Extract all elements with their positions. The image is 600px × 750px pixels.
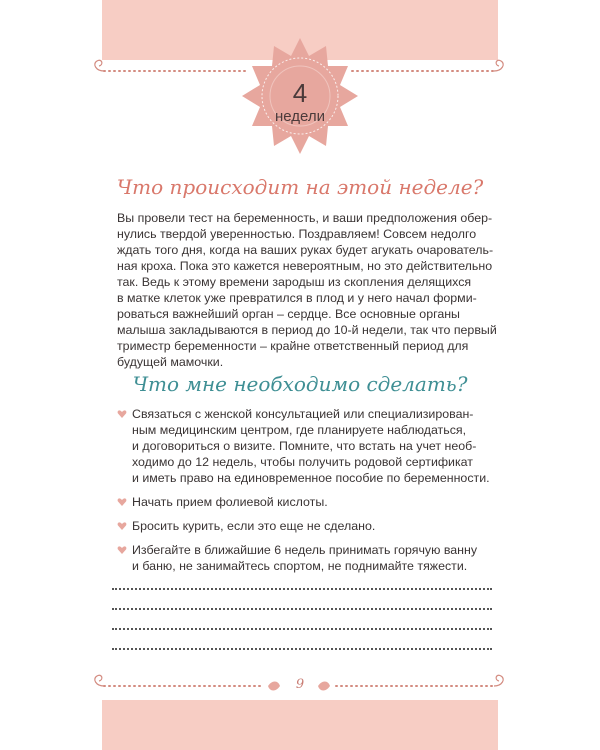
todo-item-line: ходимо до 12 недель, чтобы получить родовой сертификат — [132, 455, 473, 469]
badge-week-word: недели — [274, 108, 326, 125]
todo-item — [117, 494, 497, 510]
todo-item-line: Связаться с женской консультацией или специализирован- — [132, 407, 474, 421]
note-line — [112, 608, 492, 610]
todo-item — [117, 542, 497, 574]
paragraph-line: в матке клеток уже превратился в плод и у него начал форми- — [117, 291, 477, 305]
note-line — [112, 588, 492, 590]
heart-bullet-icon — [117, 497, 127, 507]
paragraph-line: нулись твердой уверенностью. Поздравляем! Совсем недолго — [117, 227, 477, 241]
paragraph-line: Вы провели тест на беременность, и ваши предположения обер- — [117, 211, 493, 225]
todo-item — [117, 406, 497, 486]
paragraph-line: так. Ведь к этому времени зародыш из скопления делящихся — [117, 275, 472, 289]
todo-list — [117, 406, 497, 582]
heart-bullet-icon — [117, 409, 127, 419]
heart-bullet-icon — [117, 521, 127, 531]
paragraph-line: ная кроха. Пока это кажется невероятным, но это действительно — [117, 259, 493, 273]
note-line — [112, 628, 492, 630]
todo-item-line: Бросить курить, если это еще не сделано. — [132, 519, 376, 533]
paragraph-line: будущей мамочки. — [117, 355, 224, 369]
page-number: 9 — [295, 677, 305, 692]
todo-item-line: Начать прием фолиевой кислоты. — [132, 495, 328, 509]
section-heading-todo: Что мне необходимо сделать? — [132, 372, 468, 396]
todo-item-line: и договориться о визите. Помните, что встать на учет необ- — [132, 439, 477, 453]
heart-bullet-icon — [117, 545, 127, 555]
paragraph-line: роваться важнейший орган – сердце. Все основные органы — [117, 307, 460, 321]
paragraph-line: ждать того дня, когда на ваших руках будет агукать очарователь- — [117, 243, 494, 257]
todo-item — [117, 518, 497, 534]
note-line — [112, 648, 492, 650]
todo-item-line: Избегайте в ближайшие 6 недель принимать горячую ванну — [132, 543, 478, 557]
todo-item-line: ным медицинским центром, где планируете наблюдаться, — [132, 423, 467, 437]
todo-item-line: и баню, не занимайтесь спортом, не поднимайте тяжести. — [132, 559, 468, 573]
paragraph-line: триместр беременности – крайне ответственный период для — [117, 339, 469, 353]
paragraph-line: малыша закладываются в период до 10-й недели, так что первый — [117, 323, 497, 337]
intro-paragraph — [117, 210, 497, 370]
section-heading-what-happens: Что происходит на этой неделе? — [116, 175, 484, 199]
todo-item-line: и иметь право на единовременное пособие по беременности. — [132, 471, 490, 485]
badge-week-number: 4 — [292, 78, 308, 108]
